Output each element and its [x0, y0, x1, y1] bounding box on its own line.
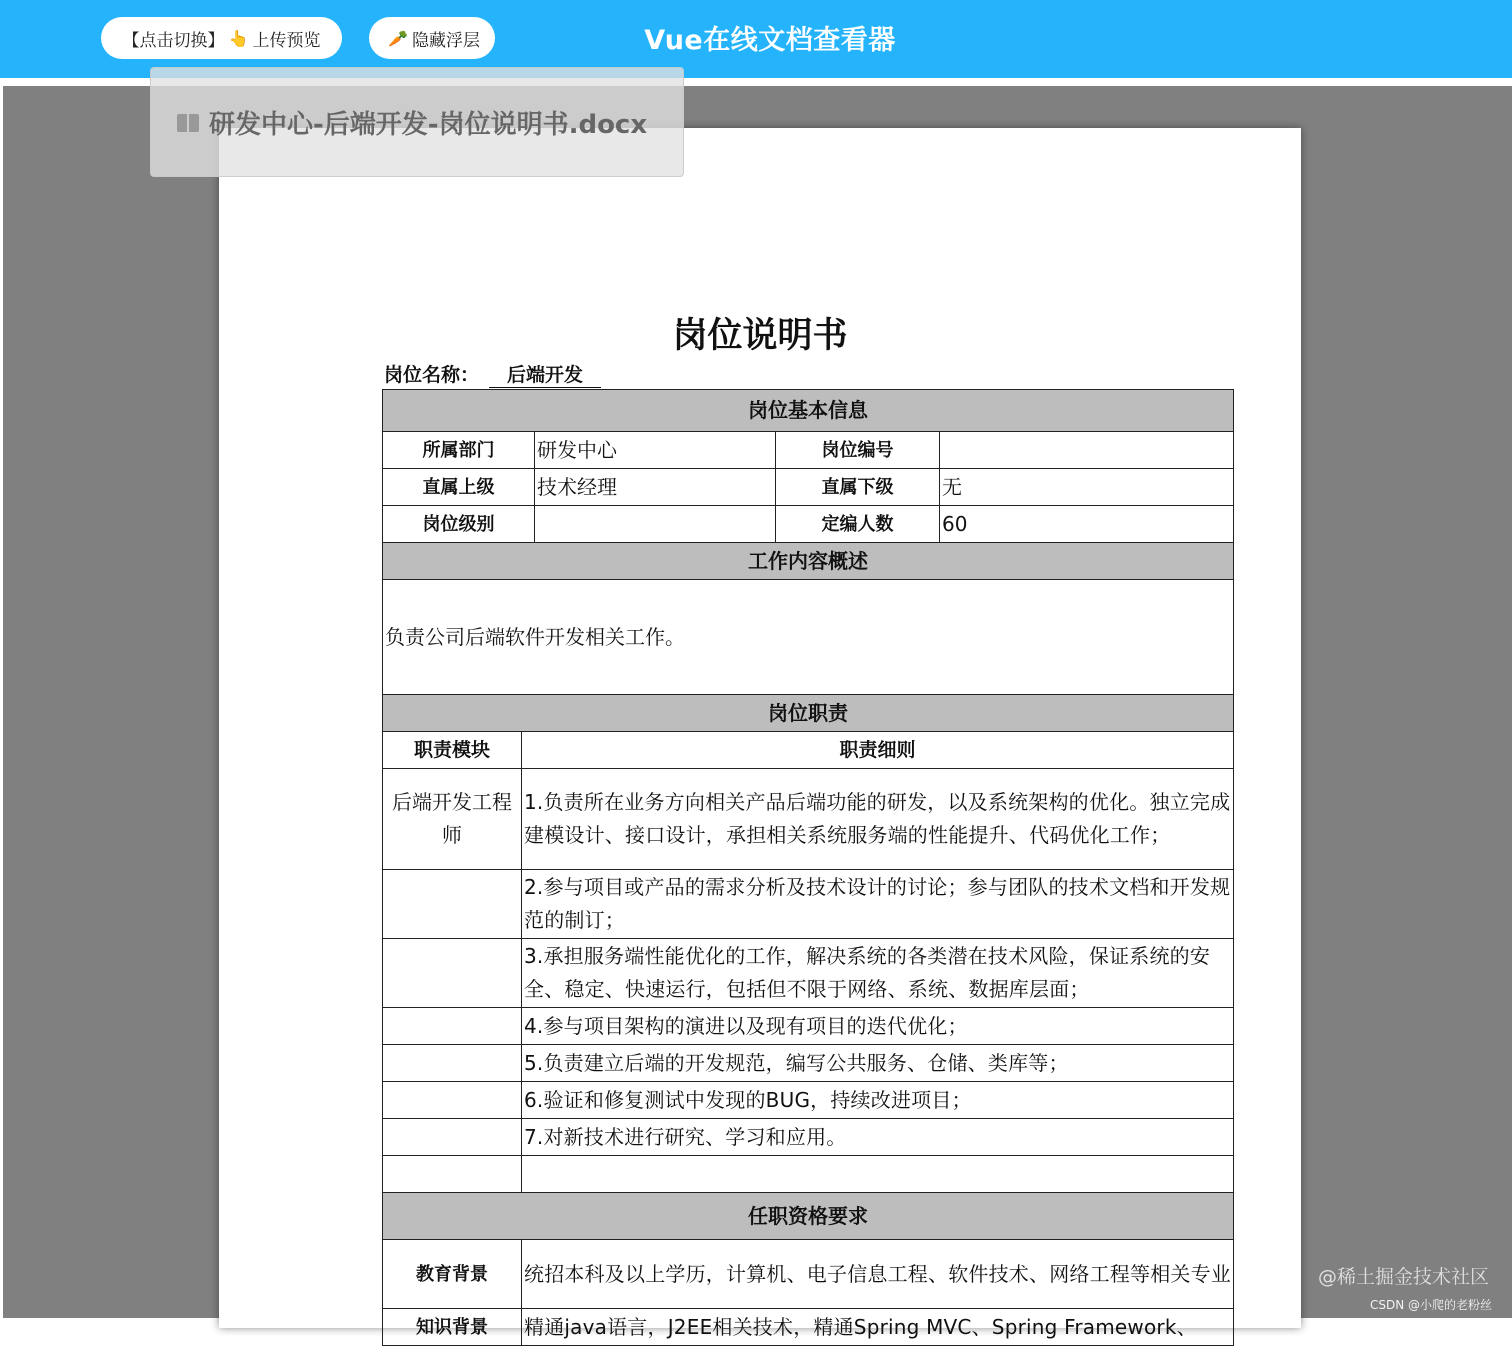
cell-label: 直属下级: [776, 469, 940, 506]
empty-module-cell: [383, 870, 522, 939]
duty-item: 3.承担服务端性能优化的工作，解决系统的各类潜在技术风险，保证系统的安全、稳定、快速运行，包括但不限于网络、系统、数据库层面；: [522, 939, 1234, 1008]
job-description-table: [382, 389, 1234, 1346]
document-page: [219, 128, 1301, 1339]
cell-label: 直属上级: [383, 469, 535, 506]
carrot-icon: 🥕: [388, 28, 408, 48]
duty-item: 2.参与项目或产品的需求分析及技术设计的讨论；参与团队的技术文档和开发规范的制订；: [522, 870, 1234, 939]
duties-heading: 岗位职责: [383, 695, 1234, 732]
cell-value: 60: [940, 506, 1234, 543]
post-name-value: 后端开发: [489, 360, 601, 388]
duty-item: 7.对新技术进行研究、学习和应用。: [522, 1119, 1234, 1156]
overview-text: 负责公司后端软件开发相关工作。: [383, 580, 1234, 695]
csdn-watermark: CSDN @小爬的老粉丝: [1370, 1298, 1493, 1312]
empty-duty-cell: [522, 1156, 1234, 1193]
empty-module-cell: [383, 1045, 522, 1082]
switch-label: 上传预览: [252, 30, 321, 51]
filename-overlay: [150, 67, 684, 177]
duty-item: 5.负责建立后端的开发规范，编写公共服务、仓储、类库等；: [522, 1045, 1234, 1082]
qualification-label: 教育背景: [383, 1240, 522, 1309]
qualification-text: 精通java语言，J2EE相关技术，精通Spring MVC、Spring Framework、: [522, 1309, 1234, 1346]
filename-line: [177, 104, 647, 141]
duty-item: 4.参与项目架构的演进以及现有项目的迭代优化；: [522, 1008, 1234, 1045]
hide-overlay-button[interactable]: [369, 17, 495, 59]
cell-value: 技术经理: [535, 469, 776, 506]
duties-detail-header: 职责细则: [522, 732, 1234, 769]
cell-value: 研发中心: [535, 432, 776, 469]
empty-module-cell: [383, 1119, 522, 1156]
empty-module-cell: [383, 1156, 522, 1193]
empty-module-cell: [383, 1082, 522, 1119]
cell-value: [535, 506, 776, 543]
qualifications-heading: 任职资格要求: [383, 1193, 1234, 1240]
qualification-text: 统招本科及以上学历，计算机、电子信息工程、软件技术、网络工程等相关专业: [522, 1240, 1234, 1309]
app-title: Vue在线文档查看器: [644, 25, 896, 56]
post-name-label: 岗位名称：: [384, 364, 480, 386]
duties-module-header: 职责模块: [383, 732, 522, 769]
qualification-label: 知识背景: [383, 1309, 522, 1346]
document-title: 岗位说明书: [672, 316, 848, 356]
overview-heading: 工作内容概述: [383, 543, 1234, 580]
switch-upload-preview-button[interactable]: [101, 17, 342, 59]
duty-item: 1.负责所在业务方向相关产品后端功能的研发，以及系统架构的优化。独立完成建模设计、接口设计，承担相关系统服务端的性能提升、代码优化工作；: [522, 769, 1234, 870]
hide-overlay-label: 隐藏浮层: [411, 30, 480, 51]
switch-prefix: 【点击切换】: [122, 30, 225, 51]
cell-label: 所属部门: [383, 432, 535, 469]
empty-module-cell: [383, 939, 522, 1008]
cell-value: 无: [940, 469, 1234, 506]
duty-module-cell: 后端开发工程师: [383, 769, 522, 870]
duty-item: 6.验证和修复测试中发现的BUG，持续改进项目；: [522, 1082, 1234, 1119]
juejin-watermark: @稀土掘金技术社区: [1318, 1266, 1490, 1288]
cell-value: [940, 432, 1234, 469]
cell-label: 岗位编号: [776, 432, 940, 469]
basic-info-heading: 岗位基本信息: [383, 390, 1234, 432]
empty-module-cell: [383, 1008, 522, 1045]
book-icon: [177, 114, 199, 132]
file-name: 研发中心-后端开发-岗位说明书.docx: [209, 110, 648, 140]
post-name-line: [384, 360, 601, 388]
document-viewer[interactable]: [3, 86, 1512, 1339]
cell-label: 定编人数: [776, 506, 940, 543]
cell-label: 岗位级别: [383, 506, 535, 543]
pointing-hand-icon: 👆: [228, 28, 249, 48]
